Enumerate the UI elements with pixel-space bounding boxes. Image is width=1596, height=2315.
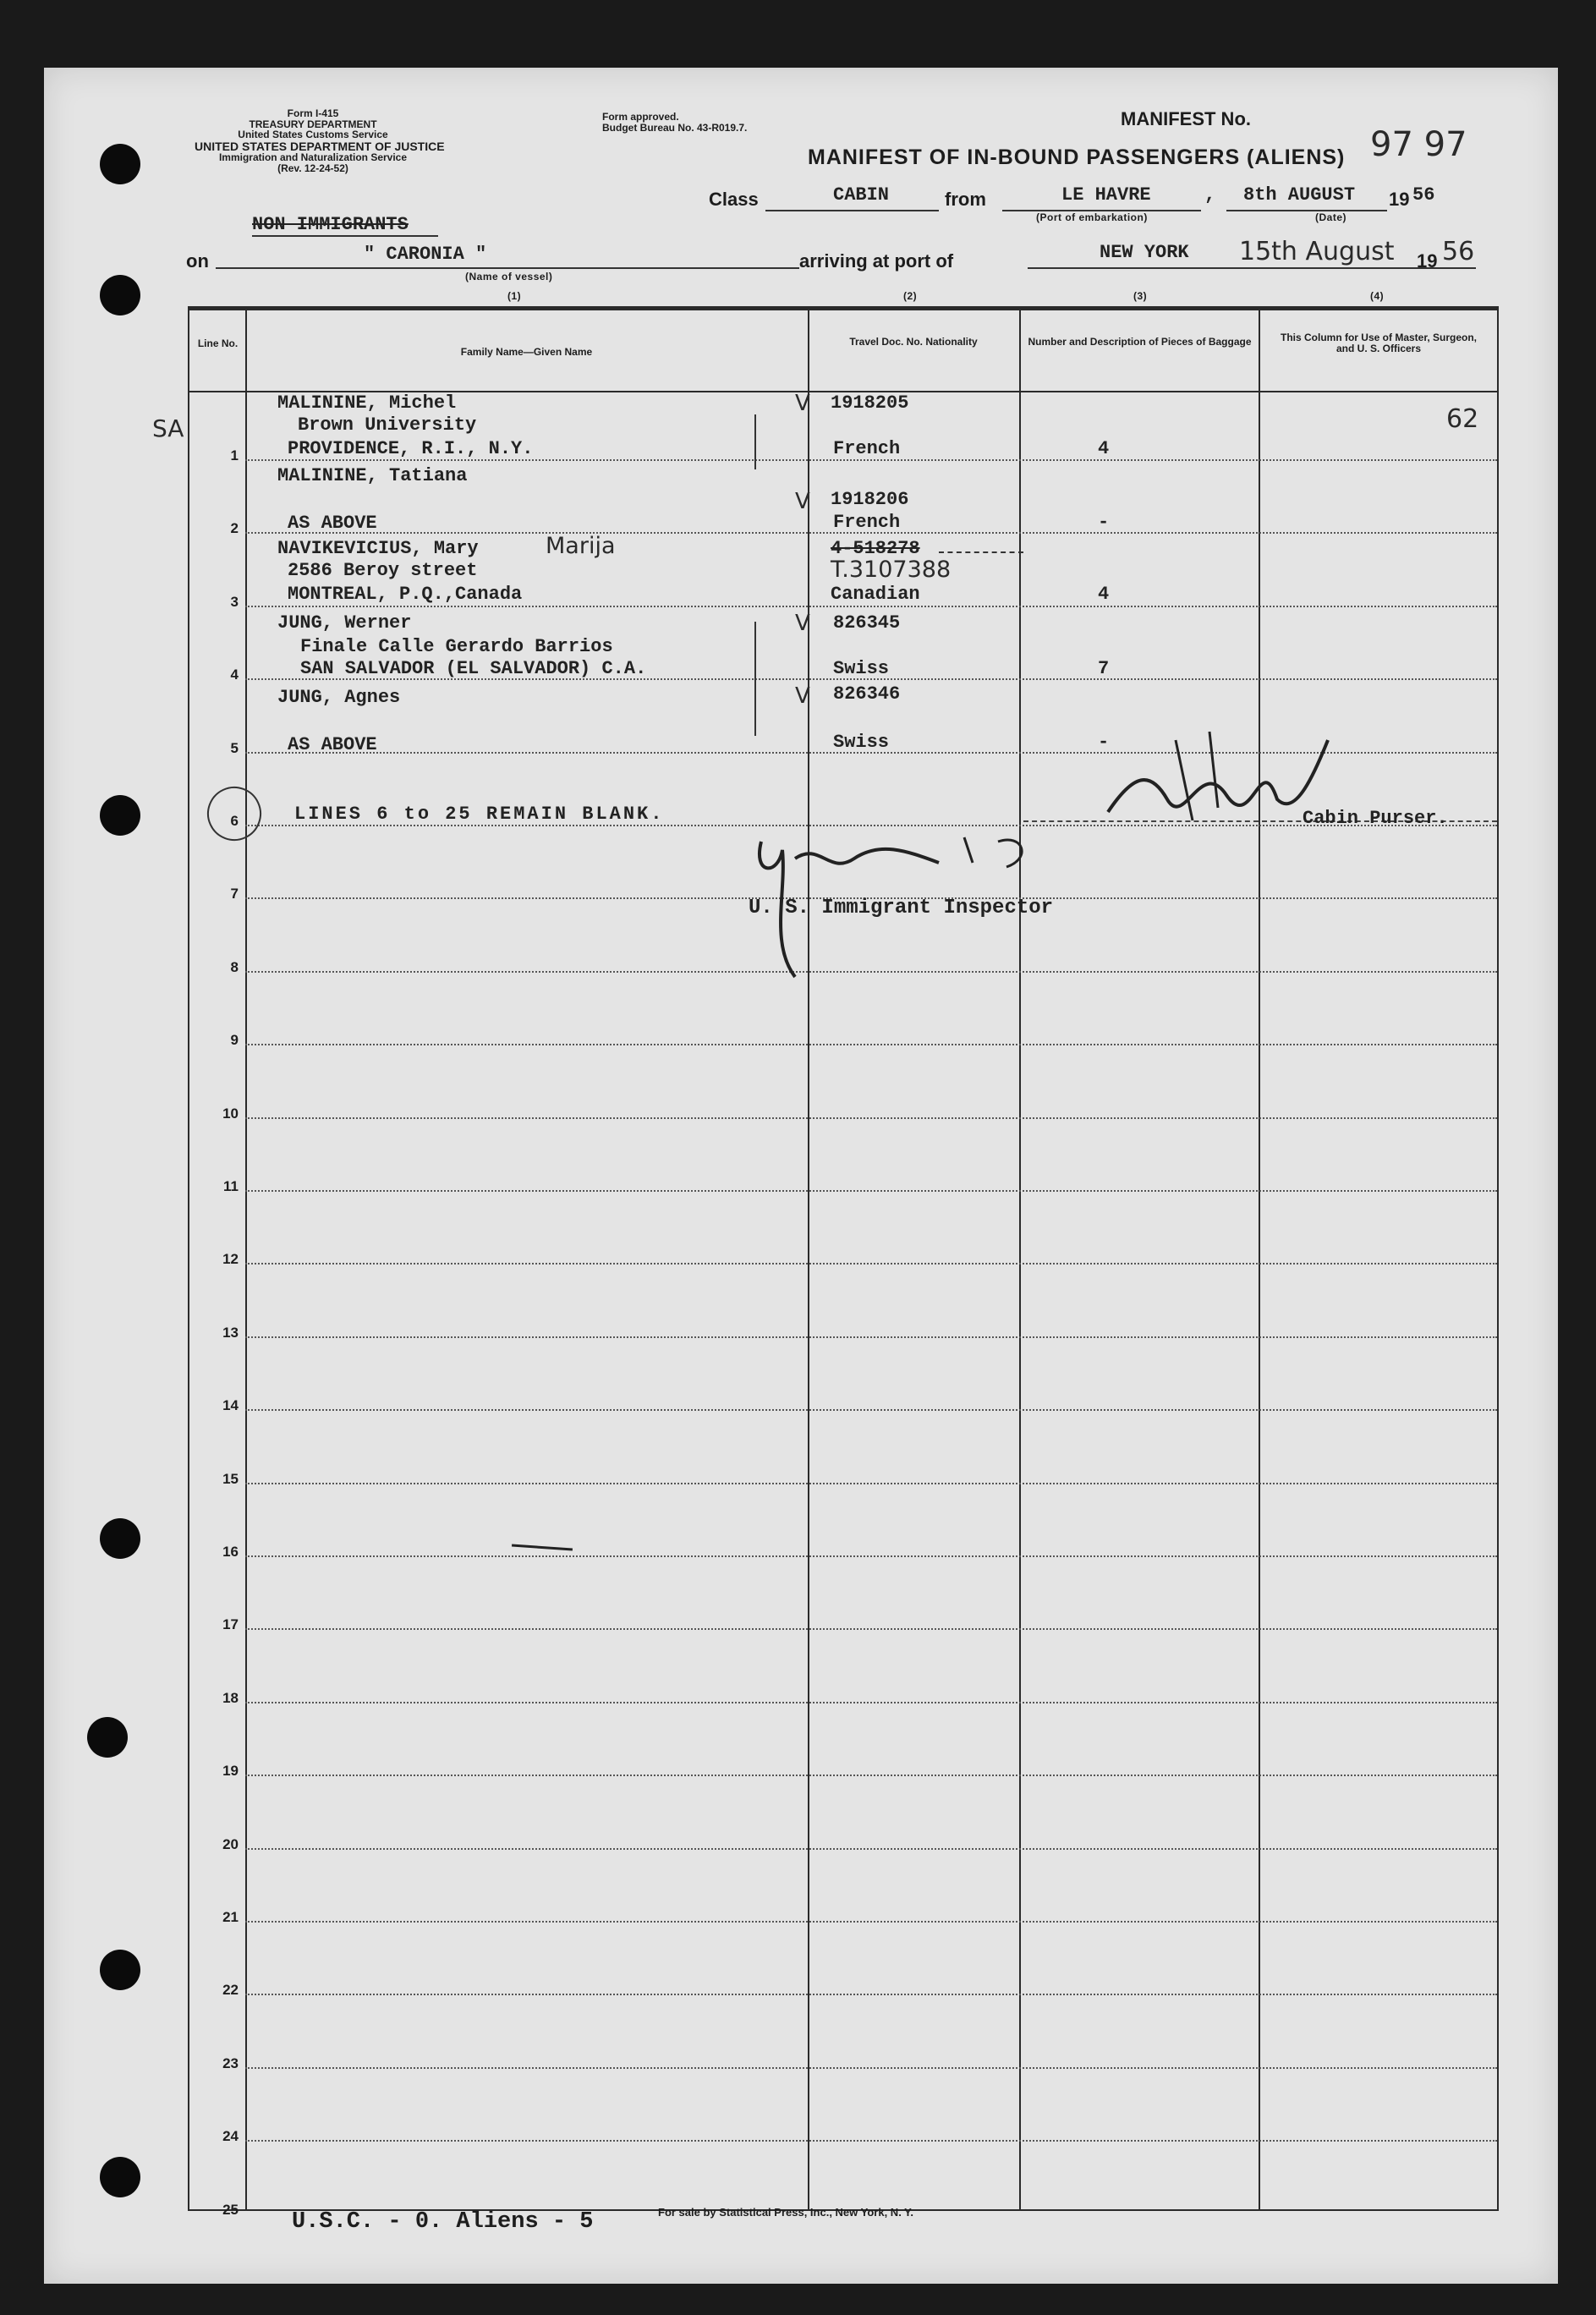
entry-3-addr2: MONTREAL, P.Q.,Canada [288,584,523,605]
punch-hole [87,1717,128,1758]
class-value: CABIN [833,184,890,206]
punch-hole [100,144,140,184]
line-number: 5 [230,740,239,756]
entry-3-nationality: Canadian [831,584,920,605]
entry-4-nationality: Swiss [833,658,890,679]
line-number: 17 [222,1616,239,1632]
vessel-underline [216,267,799,269]
line-number: 25 [222,2202,239,2218]
row-rule [245,1190,1497,1192]
row-rule [245,2140,1497,2142]
purser-label: Cabin Purser. [1303,808,1448,829]
class-underline [765,210,939,211]
entry-1-baggage: 4 [1098,438,1110,459]
entry-5-name: JUNG, Agnes [277,687,401,708]
punch-hole [100,275,140,315]
entry-5-check: V [795,683,810,709]
row-rule [245,606,1497,607]
entry-5-nationality: Swiss [833,732,890,753]
entry-4-baggage: 7 [1098,658,1110,679]
embark-caption: (Port of embarkation) [1036,211,1148,223]
entry-2-nationality: French [833,512,901,533]
port-underline [1028,267,1476,269]
entry-2-doc-no: 1918206 [831,489,909,510]
entry-3-name-hand: Marija [546,533,616,559]
ins-service: Immigration and Naturalization Service [218,151,408,164]
arrival-date: 15th August [1239,237,1395,266]
line-number: 10 [222,1105,239,1122]
entry-5-doc-no: 826346 [833,683,901,705]
punch-hole [100,1950,140,1990]
entry-3-addr1: 2586 Beroy street [288,560,478,581]
row-rule [245,1994,1497,1995]
entry-1-doc-no: 1918205 [831,392,909,414]
entry-2-baggage: - [1098,512,1110,533]
entry-2-addr: AS ABOVE [288,513,377,534]
line-number: 16 [222,1544,239,1560]
year-prefix: 19 [1389,189,1410,210]
margin-note: SA [152,414,184,442]
row-rule [245,1921,1497,1923]
line-number: 11 [223,1178,239,1194]
row-rule [245,1336,1497,1338]
line-number: 20 [222,1836,239,1852]
row-rule [245,1555,1497,1557]
justice-dept: UNITED STATES DEPARTMENT OF JUSTICE [195,139,445,153]
line-number: 9 [230,1032,239,1048]
date-value: 8th AUGUST [1243,184,1356,206]
line-number: 1 [230,447,239,464]
entry-1-officer: 62 [1446,404,1479,434]
entry-1-name: MALININE, Michel [277,392,457,414]
row-rule [245,2067,1497,2069]
non-immigrants: NON IMMIGRANTS [252,214,409,235]
port-value: NEW YORK [1100,242,1189,263]
row-rule [245,1848,1497,1850]
entry-1-addr2: PROVIDENCE, R.I., N.Y. [288,438,534,459]
header-officers: This Column for Use of Master, Surgeon, and U. S. Officers [1280,332,1478,354]
line-number: 2 [230,520,239,536]
col-num-4: (4) [1370,290,1385,302]
punch-hole [100,795,140,836]
line-number: 13 [222,1325,239,1341]
line-number: 8 [230,959,239,975]
entry-3-name [277,538,479,559]
entry-4-check: V [795,611,810,636]
entry-1-nationality: French [833,438,901,459]
on-label: on [186,250,209,272]
arriving-label: arriving at port of [799,250,954,272]
vessel-caption: (Name of vessel) [465,271,553,283]
entry-4-addr1: Finale Calle Gerardo Barrios [300,636,613,657]
form-approved: Form approved. [602,111,679,123]
revision: (Rev. 12-24-52) [277,162,348,175]
form-header-left [195,107,445,175]
header-baggage: Number and Description of Pieces of Baggage [1028,336,1252,348]
col-divider [1259,309,1260,2209]
line-number: 4 [230,667,239,683]
year-suffix: 56 [1412,184,1435,206]
line-number: 3 [230,594,239,610]
row-rule [245,1702,1497,1703]
date-caption: (Date) [1315,211,1347,223]
row-rule [245,1483,1497,1484]
row-rule [245,1263,1497,1264]
col-divider [1019,309,1021,2209]
manifest-no-label: MANIFEST No. [1121,108,1251,129]
line-number: 15 [222,1471,239,1487]
table-top-rule [188,306,1499,309]
budget-bureau: Budget Bureau No. 43-R019.7. [602,121,748,134]
vessel-name: " CARONIA " [364,244,487,265]
row-rule [245,1775,1497,1776]
line-number: 22 [222,1982,239,1998]
manifest-no-value: 97 97 [1370,125,1467,164]
inspector-label: U. S. Immigrant Inspector [749,897,1054,919]
treasury-dept: TREASURY DEPARTMENT [249,118,377,130]
entry-1-addr1: Brown University [298,414,477,436]
header-line-no: Line No. [197,337,239,349]
blank-lines-note: LINES 6 to 25 REMAIN BLANK. [294,804,665,825]
entry-3-baggage: 4 [1098,584,1110,605]
col-num-1: (1) [507,290,522,302]
col-num-3: (3) [1133,290,1148,302]
line-number: 14 [222,1397,239,1413]
entry-3-doc-hand: T.3107388 [831,557,952,583]
form-number: Form I-415 [287,107,339,119]
entry-2-name: MALININE, Tatiana [277,465,468,486]
purser-signature [1100,723,1336,833]
line-number: 7 [230,886,239,902]
entry-2-check: V [795,489,810,514]
class-label: Class [709,189,759,210]
footer-counts: U.S.C. - 0. Aliens - 5 [292,2209,594,2235]
punch-hole [100,2157,140,2197]
arrival-year-suffix: 56 [1442,237,1475,266]
row-rule [245,1409,1497,1411]
line-number: 19 [222,1763,239,1779]
entry-5-baggage: - [1098,732,1110,753]
bracket [754,622,756,736]
line-number: 18 [222,1690,239,1706]
row-rule [245,1628,1497,1630]
arrival-year-prefix: 19 [1417,250,1438,272]
header-travel-doc: Travel Doc. No. Nationality [849,336,978,348]
row-rule [245,1117,1497,1119]
date-underline [1226,210,1387,211]
col-divider [245,309,247,2209]
entry-3-dash [939,551,1023,553]
row-rule [245,1044,1497,1045]
bracket [754,414,756,469]
header-name: Family Name—Given Name [460,346,593,358]
line-number: 23 [222,2055,239,2071]
non-immigrants-underline [252,235,438,237]
col-divider [808,309,809,2209]
entry-4-name: JUNG, Werner [277,612,412,634]
line-number: 21 [222,1909,239,1925]
line-number: 24 [222,2128,239,2144]
approval-block [602,112,747,133]
entry-4-doc-no: 826345 [833,612,901,634]
customs-service: United States Customs Service [238,129,388,141]
entry-5-addr: AS ABOVE [288,734,377,755]
line-number: 12 [222,1251,239,1267]
entry-4-addr2: SAN SALVADOR (EL SALVADOR) C.A. [300,658,647,679]
entry-3-doc-no: 4-518278 [831,538,920,559]
entry-3-name-typed: NAVIKEVICIUS, Mary [277,538,479,559]
footer-printer: For sale by Statistical Press, Inc., New York, N. Y. [658,2206,914,2219]
row-rule [245,459,1497,461]
line-number: 6 [230,813,239,829]
from-value: LE HAVRE [1061,184,1151,206]
punch-hole [100,1518,140,1559]
entry-1-check: V [795,391,810,416]
col-num-2: (2) [903,290,918,302]
from-label: from [945,189,986,210]
manifest-title: MANIFEST OF IN-BOUND PASSENGERS (ALIENS) [808,145,1346,169]
